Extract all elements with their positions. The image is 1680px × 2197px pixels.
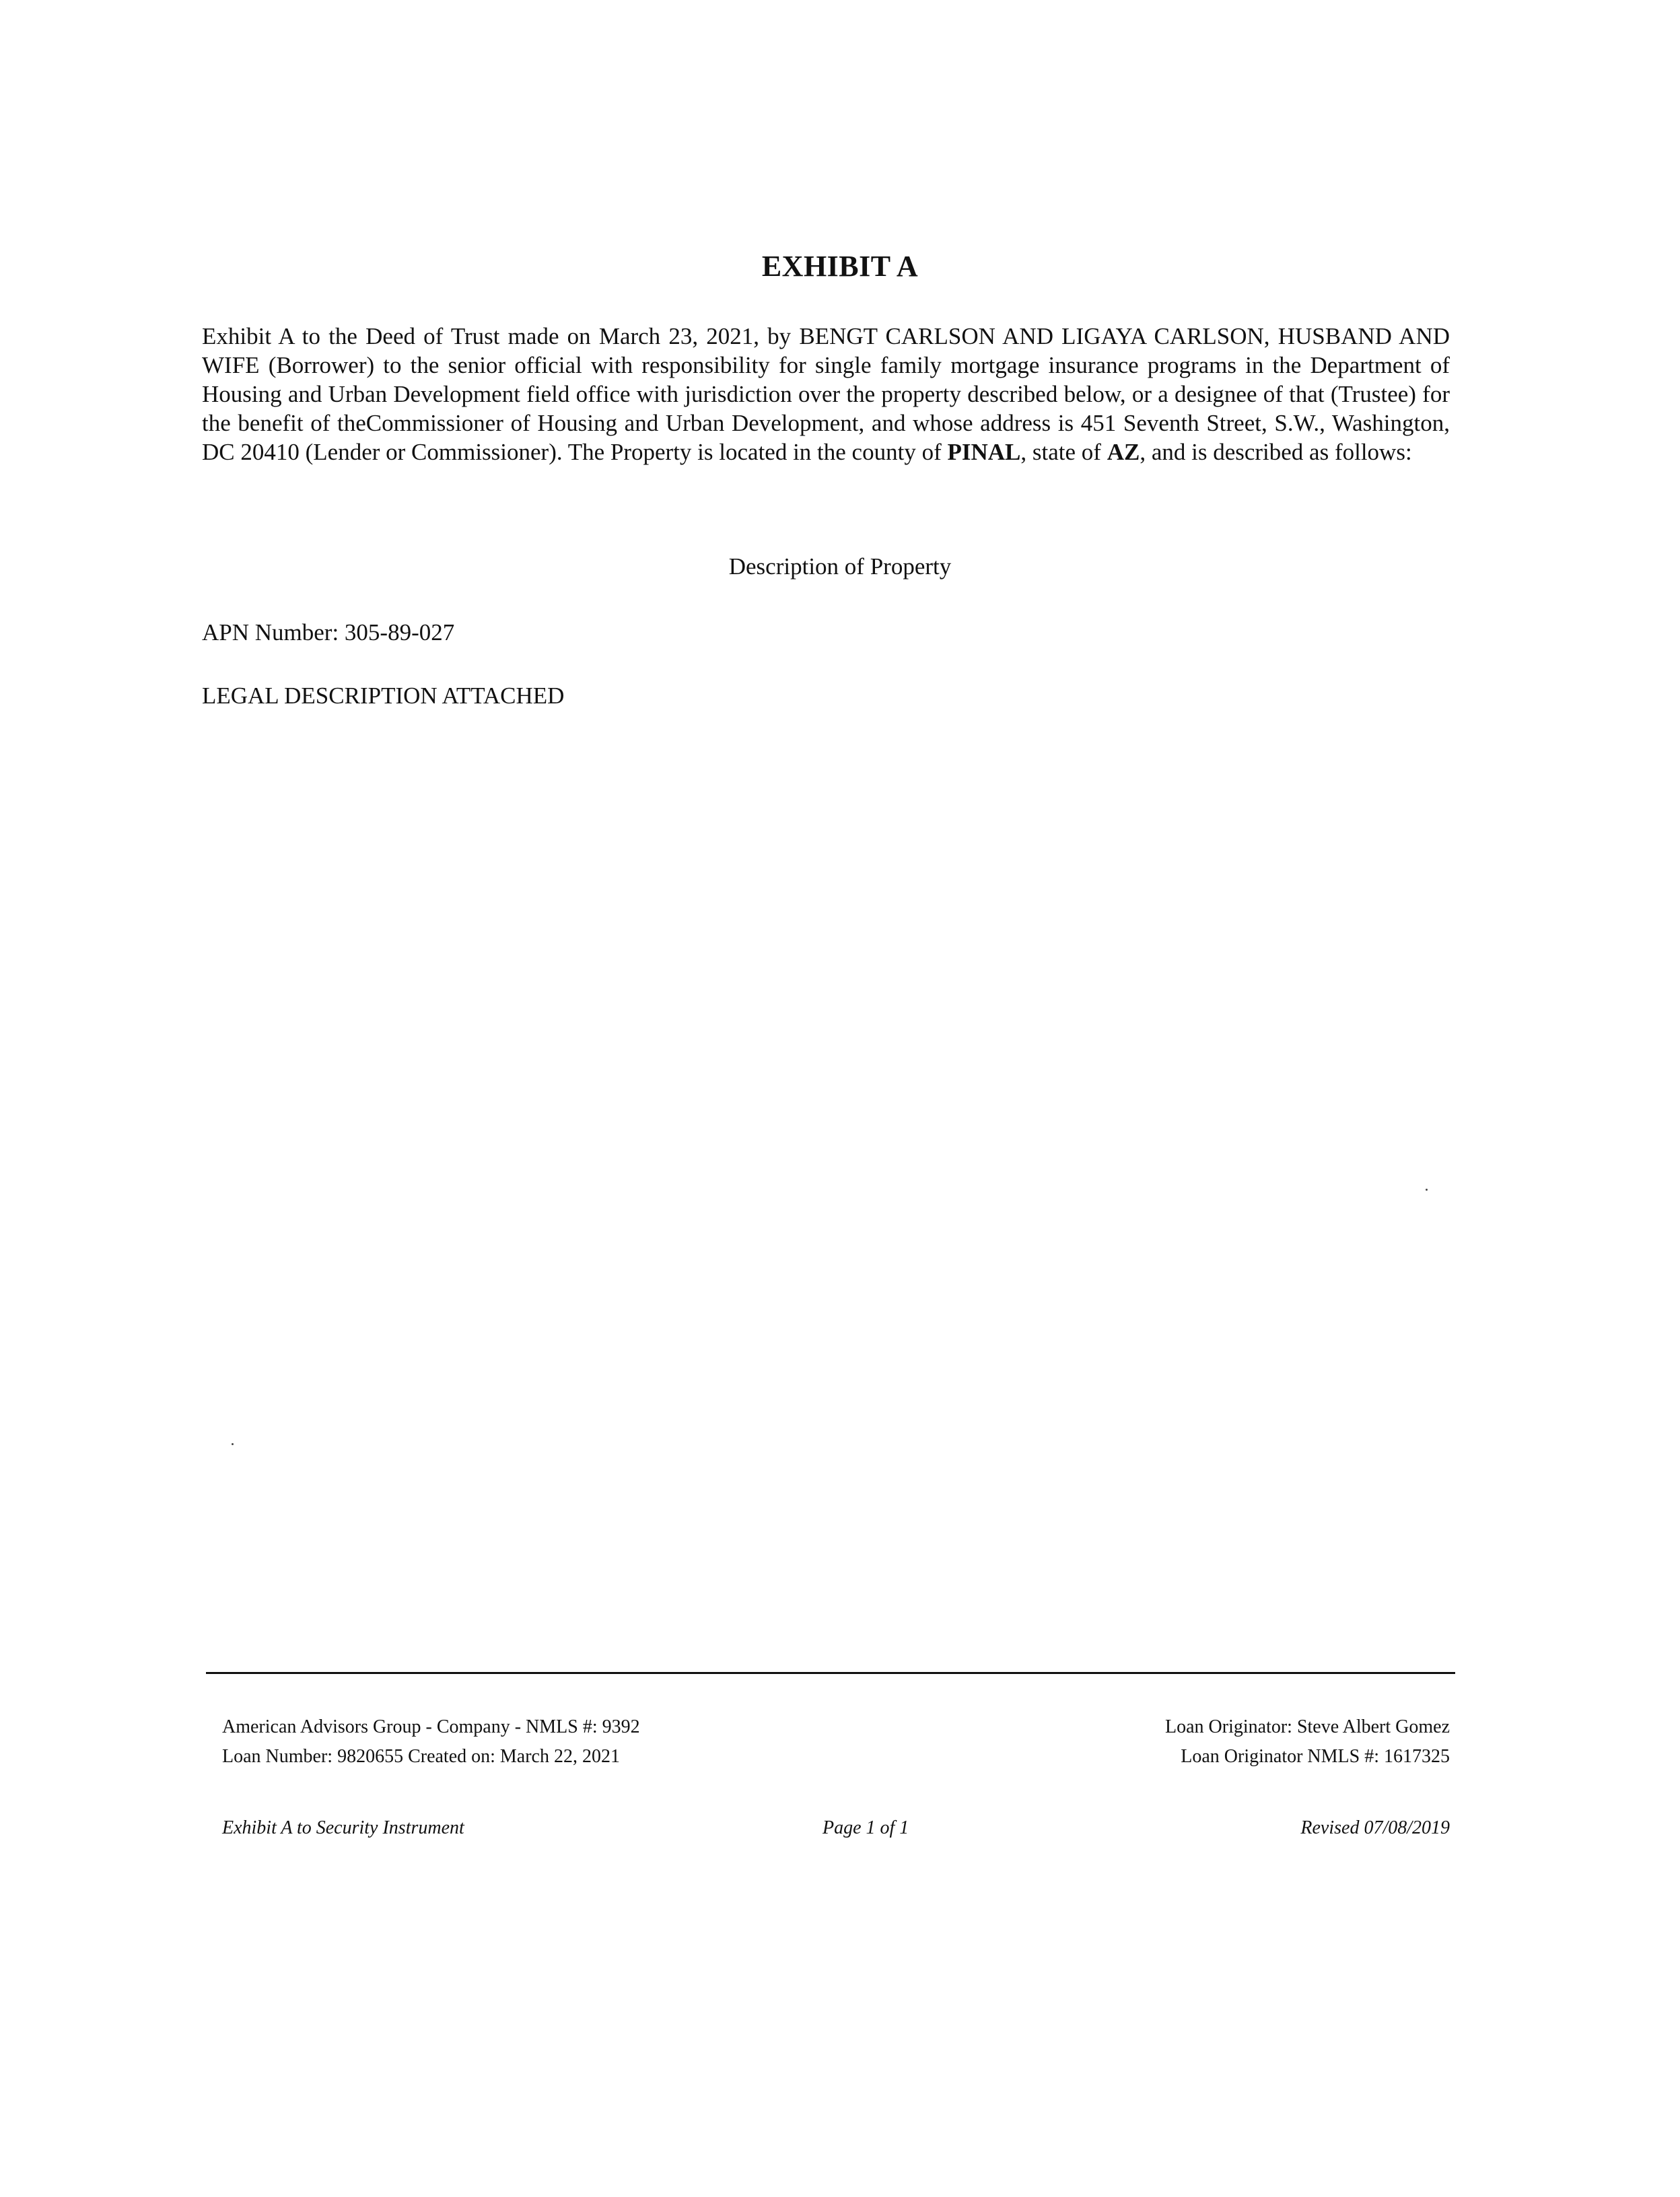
footer-document-name: Exhibit A to Security Instrument [222,1817,464,1838]
exhibit-paragraph [202,322,1450,466]
footer-right-block [1165,1712,1450,1772]
loan-number-line: Loan Number: 9820655 Created on: March 22, 2021 [222,1746,620,1767]
scan-speck [232,1443,234,1445]
document-title: EXHIBIT A [761,250,919,283]
company-line: American Advisors Group - Company - NMLS #: 9392 [222,1716,640,1737]
county-name: PINAL [947,439,1021,465]
footer-divider [206,1672,1455,1674]
apn-number: APN Number: 305-89-027 [202,619,455,646]
footer-left-block [222,1712,640,1772]
description-heading: Description of Property [728,553,952,580]
paragraph-text-2: , state of [1020,439,1107,465]
loan-originator-nmls-line: Loan Originator NMLS #: 1617325 [1181,1746,1450,1767]
paragraph-text-1: Exhibit A to the Deed of Trust made on March 23, 2021, by BENGT CARLSON AND LIGAYA CARLSON, HUSBAND AND WIFE (Borrower) to the senior official with responsibility for single family mortgage insurance programs in the Department of Housing and Urban Development field office with jurisdiction over the property described below, or a designee of that (Trustee) for the benefit of theCommissioner of Housing and Urban Development, and whose address is 451 Seventh Street, S.W., Washington, DC 20410 (Lender or Commissioner). The Property is located in the county of [202,323,1450,465]
legal-description-note: LEGAL DESCRIPTION ATTACHED [202,683,565,709]
footer-revised-date: Revised 07/08/2019 [1300,1817,1450,1838]
paragraph-text-3: , and is described as follows: [1140,439,1412,465]
scan-speck [1426,1189,1428,1191]
footer-page-number: Page 1 of 1 [823,1817,909,1838]
loan-originator-line: Loan Originator: Steve Albert Gomez [1165,1716,1450,1737]
state-name: AZ [1107,439,1140,465]
